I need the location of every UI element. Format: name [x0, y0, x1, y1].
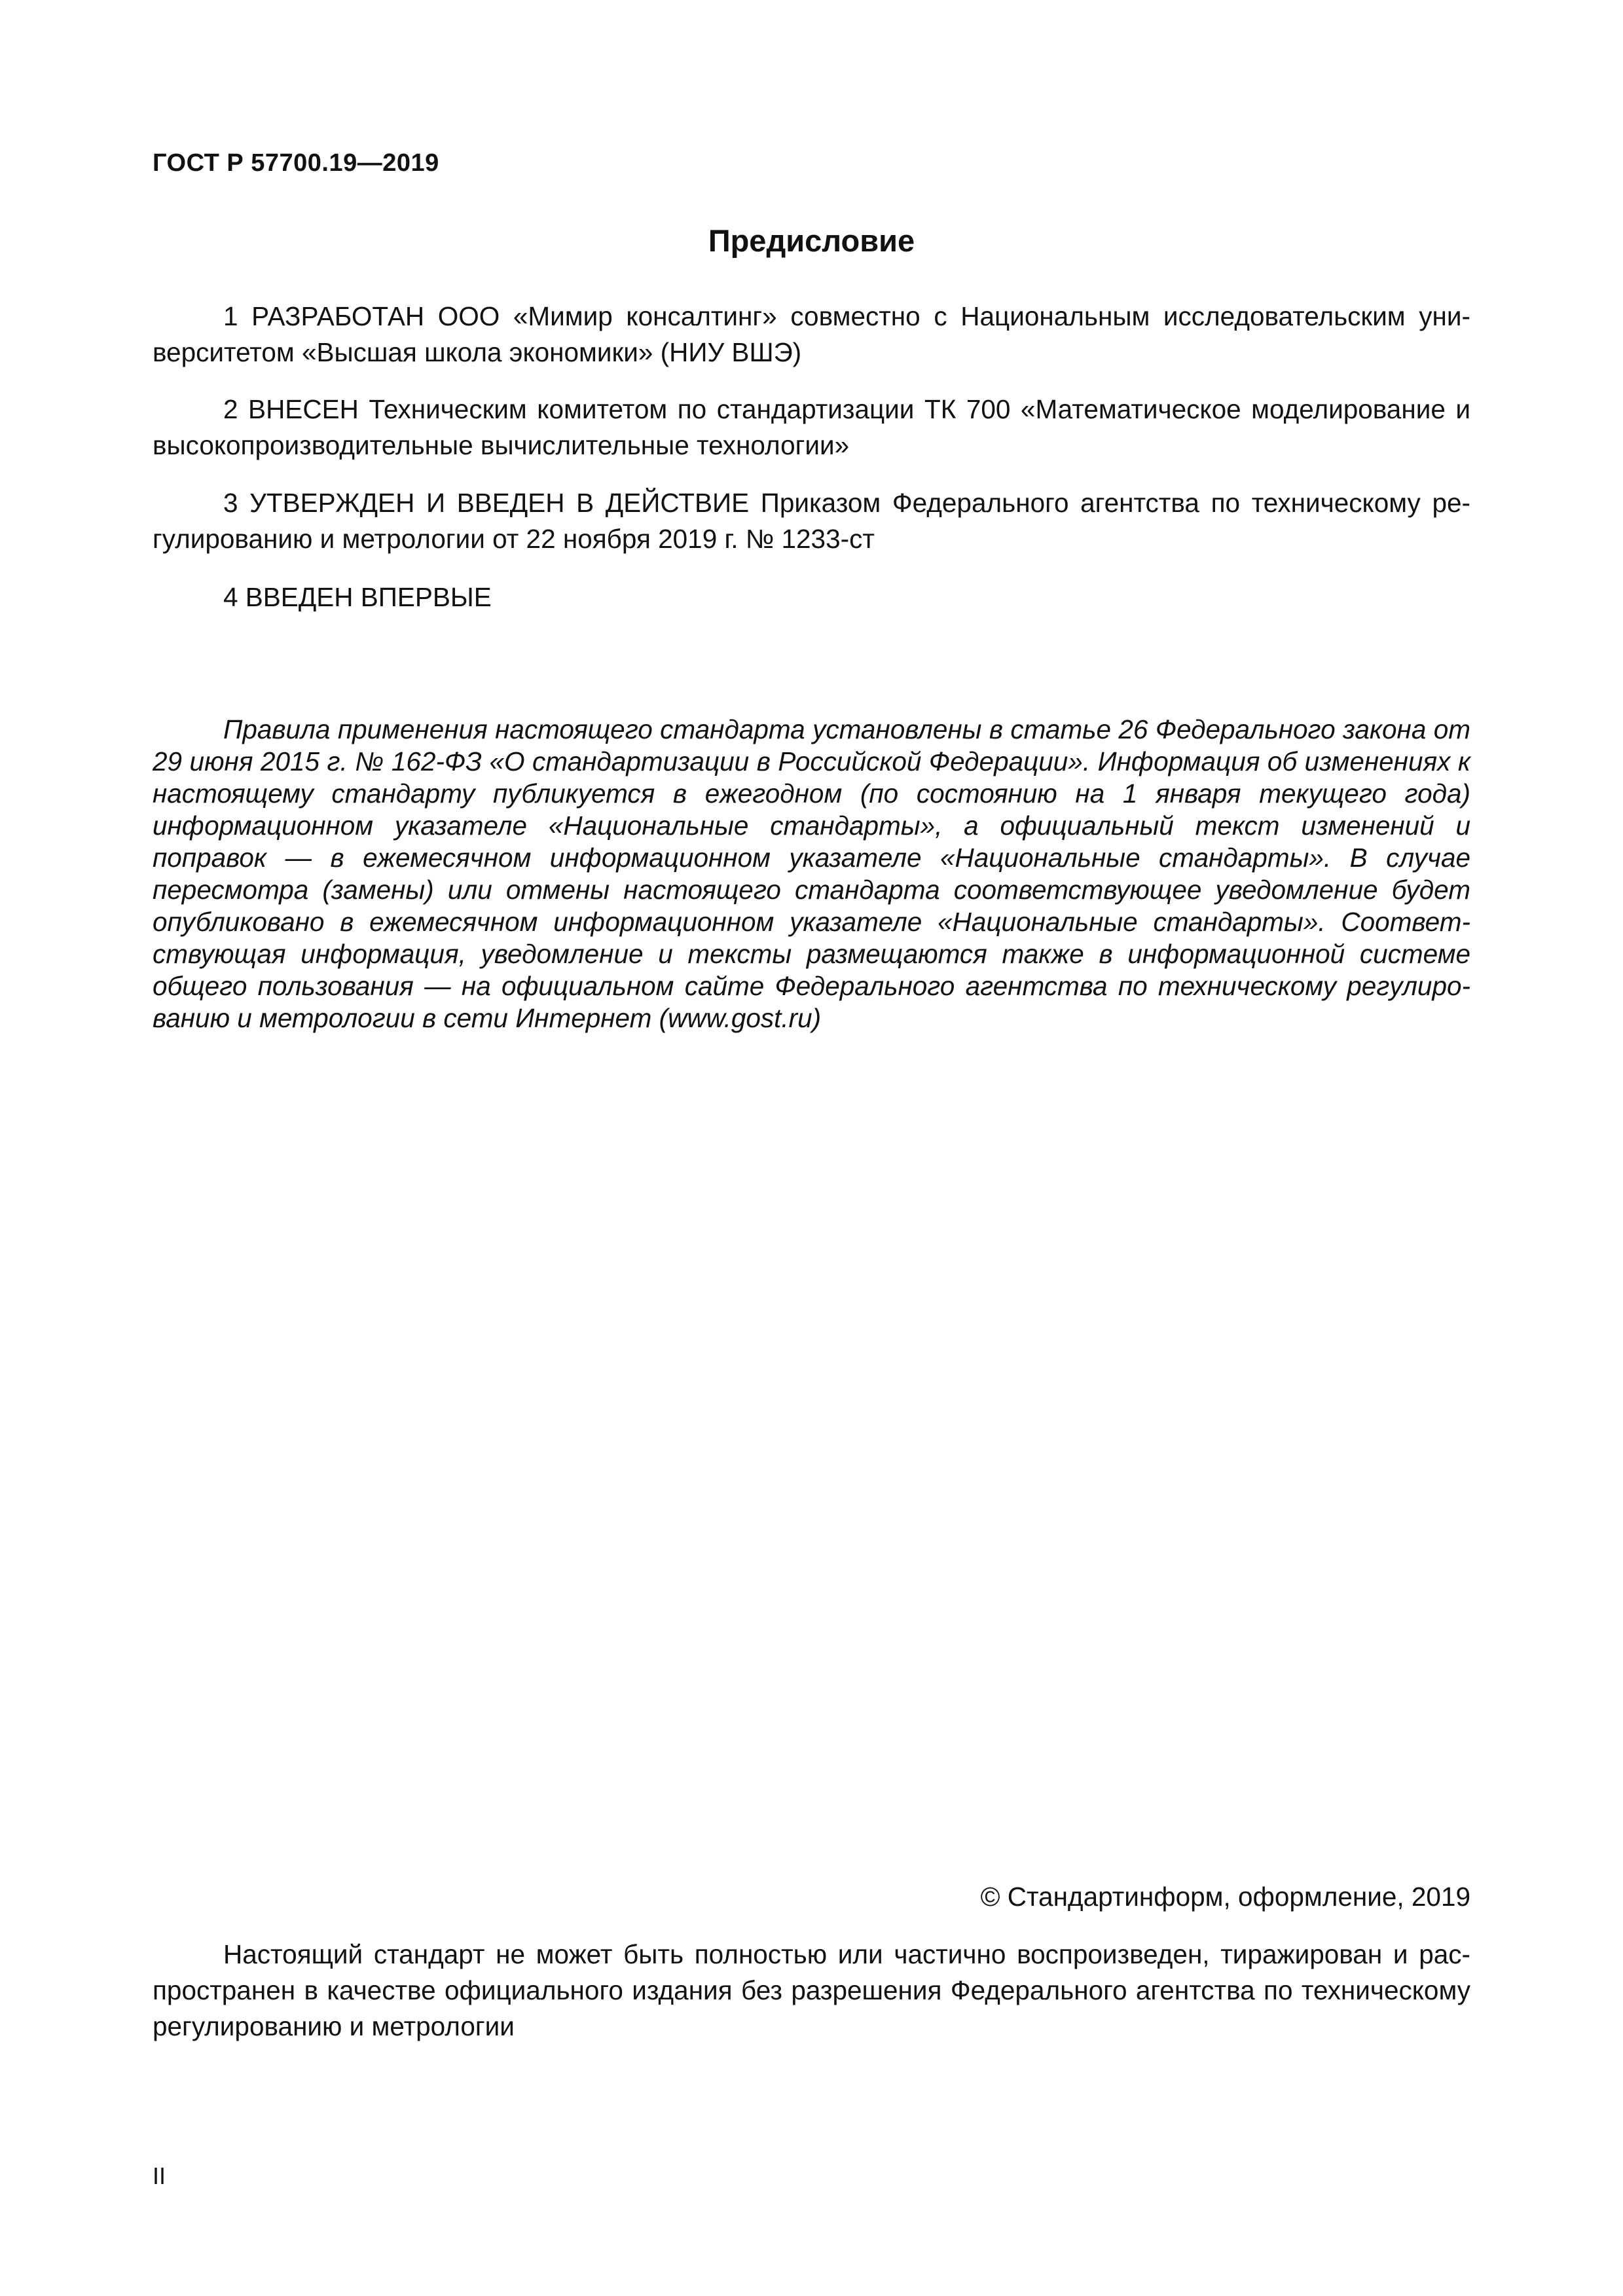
preface-item-4: 4 ВВЕДЕН ВПЕРВЫЕ	[223, 582, 492, 612]
preface-item-1: 1 РАЗРАБОТАН ООО «Мимир консалтинг» совместно с Национальным исследовательским университетом «Высшая школа экономики» (НИУ ВШЭ)	[153, 301, 1470, 367]
rules-of-application-note: Правила применения настоящего стандарта установлены в статье 26 Федерального закона от 29 июня 2015 г. № 162-ФЗ «О стандартизации в Российской Федерации». Информация об изменениях к настоящему стандарту публикуется в ежегодном (по состоянию на 1 января текущего года) информационном указателе «Национальные стандарты», а официальный текст изменений и поправок — в ежемесячном информационном указателе «Национальные стандарты». В случае пересмотра (замены) или отмены настоящего стандарта соответствующее уведомление будет опубликовано в ежемесячном информационном указателе «Национальные стандарты». Соответствующая информация, уведомление и тексты размещаются также в информационной системе общего пользования — на официальном сайте Федерального агентства по техническому регулированию и метрологии в сети Интернет (www.gost.ru)	[153, 714, 1470, 1033]
copyright-line: © Стандартинформ, оформление, 2019	[980, 1882, 1470, 1912]
preface-title: Предисловие	[708, 223, 915, 258]
reproduction-notice: Настоящий стандарт не может быть полностью или частично воспроизведен, тиражирован и распространен в качестве официального издания без разрешения Федерального агентства по техническому регулированию и метрологии	[153, 1939, 1470, 2041]
page-number: II	[153, 2162, 166, 2189]
document-code: ГОСТ Р 57700.19—2019	[153, 149, 439, 177]
preface-item-2: 2 ВНЕСЕН Техническим комитетом по стандартизации ТК 700 «Математическое моделирование и высокопроизводительные вычислительные технологии»	[153, 394, 1470, 460]
preface-item-3: 3 УТВЕРЖДЕН И ВВЕДЕН В ДЕЙСТВИЕ Приказом Федерального агентства по техническому регулированию и метрологии от 22 ноября 2019 г. № 1233-ст	[153, 488, 1470, 554]
